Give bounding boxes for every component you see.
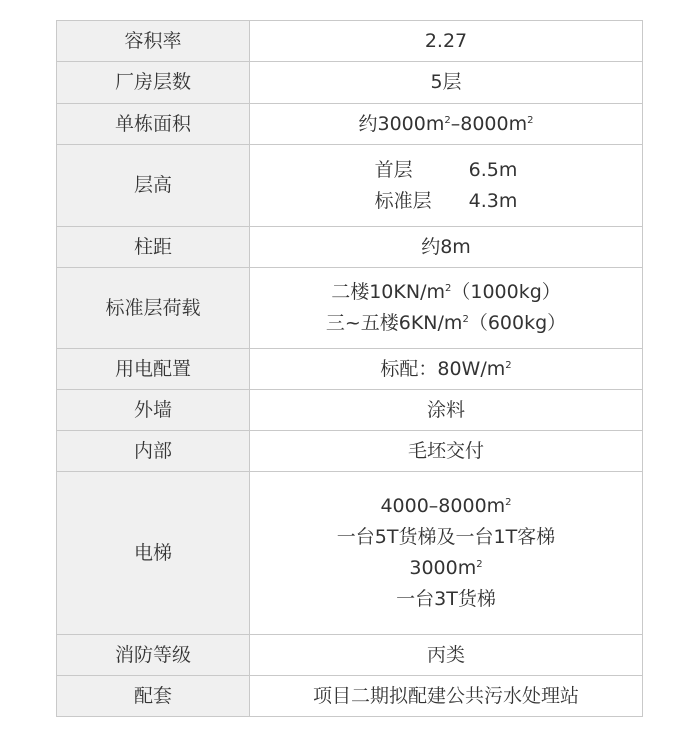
row-label-fire-rating: 消防等级 [57,635,250,676]
table-row [57,62,643,104]
row-label-floor-height: 层高 [57,145,250,227]
row-value-elevator [250,472,643,635]
table-row [57,268,643,349]
row-value-floors: 5层 [250,62,643,104]
floor-load-line: 三~五楼$6KN/m^2(600kg)$ [325,312,567,334]
table-row [57,676,643,717]
row-value-fire-rating: 丙类 [250,635,643,676]
table-row [57,349,643,390]
row-label-exterior-wall: 外墙 [57,390,250,431]
row-label-elevator: 电梯 [57,472,250,635]
row-value-floor-load [250,268,643,349]
row-value-floor-height [250,145,643,227]
elevator-line: 一台5T货梯及一台1T客梯 [336,526,556,548]
table-row [57,145,643,227]
elevator-line: $3000m^2$ [409,557,483,579]
row-label-building-area: 单栋面积 [57,104,250,145]
table-row [57,472,643,635]
floor-height-line [250,186,642,217]
row-label-column-spacing: 柱距 [57,227,250,268]
elevator-line: $4000-8000m^2$ [380,495,512,517]
table-row [57,104,643,145]
spec-table [56,20,643,717]
row-value-column-spacing: 约8m [250,227,643,268]
elevator-line: 一台3T货梯 [396,588,496,610]
row-value-interior: 毛坯交付 [250,431,643,472]
floor-load-line: 二楼$10KN/m^2(1000kg)$ [331,281,561,303]
row-value-power: 标配：$80W/m^2$ [250,349,643,390]
table-row [57,431,643,472]
table-row [57,390,643,431]
table-row [57,635,643,676]
row-value-facilities: 项目二期拟配建公共污水处理站 [250,676,643,717]
row-value-exterior-wall: 涂料 [250,390,643,431]
row-label-facilities: 配套 [57,676,250,717]
row-label-power: 用电配置 [57,349,250,390]
row-label-floor-load: 标准层荷载 [57,268,250,349]
floor-height-key: 标准层 [374,189,432,212]
floor-height-value: 6.5m [468,158,518,181]
row-value-building-area: 约$3000m^2-8000m^2$ [250,104,643,145]
row-value-plot-ratio: 2.27 [250,21,643,62]
table-row [57,227,643,268]
floor-height-value: 4.3m [468,189,518,212]
row-label-plot-ratio: 容积率 [57,21,250,62]
row-label-floors: 厂房层数 [57,62,250,104]
floor-height-line [250,155,642,186]
row-label-interior: 内部 [57,431,250,472]
table-row [57,21,643,62]
floor-height-key: 首层 [374,158,413,181]
